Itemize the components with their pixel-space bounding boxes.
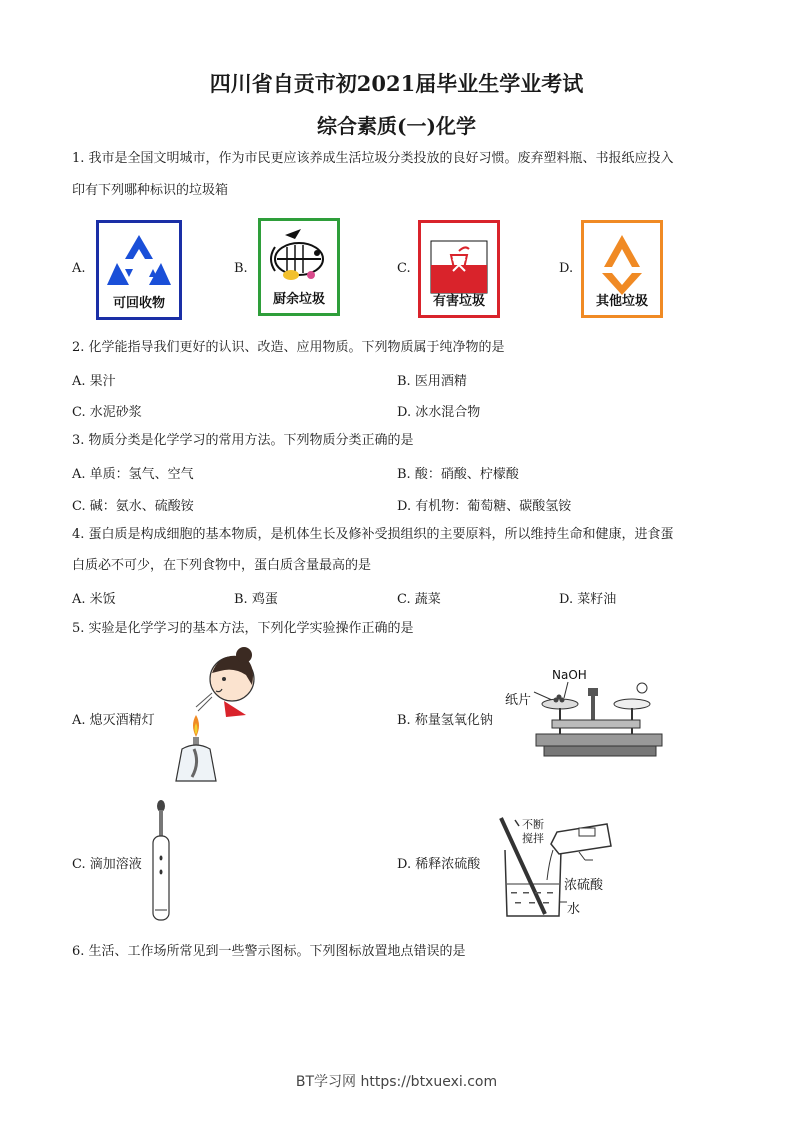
q4-option-a: A. 米饭 — [72, 592, 116, 607]
stir-label-2: 搅拌 — [522, 832, 544, 845]
hazard-icon — [421, 225, 497, 295]
question-2: 2. 化学能指导我们更好的认识、改造、应用物质。下列物质属于纯净物的是 — [72, 340, 505, 355]
other-waste-bin-sign — [581, 220, 663, 318]
q1-option-c-label: C. — [397, 261, 411, 276]
other-waste-icon — [584, 229, 660, 295]
hazardous-bin-label: 有害垃圾 — [432, 294, 485, 309]
question-5: 5. 实验是化学学习的基本方法，下列化学实验操作正确的是 — [72, 621, 414, 636]
question-6: 6. 生活、工作场所常见到一些警示图标。下列图标放置地点错误的是 — [72, 944, 466, 959]
recycle-icon — [99, 229, 179, 295]
recyclable-bin-label: 可回收物 — [112, 296, 165, 311]
q2-option-a: A. 果汁 — [72, 374, 116, 389]
q4-option-b: B. 鸡蛋 — [234, 592, 278, 607]
q2-option-c: C. 水泥砂浆 — [72, 405, 142, 420]
balance-illustration — [530, 678, 670, 762]
paper-label: 纸片 — [505, 693, 532, 708]
question-1-line-1: 1. 我市是全国文明城市，作为市民更应该养成生活垃圾分类投放的良好习惯。废弃塑料瓶、书报纸应投入 — [72, 151, 674, 166]
q2-option-b: B. 医用酒精 — [397, 374, 467, 389]
dilute-acid-illustration — [497, 810, 617, 920]
hazardous-bin-sign — [418, 220, 500, 318]
recyclable-bin-sign — [96, 220, 182, 320]
q2-option-d: D. 冰水混合物 — [397, 405, 481, 420]
kitchen-waste-bin-sign — [258, 218, 340, 316]
naoh-label: NaOH — [552, 668, 587, 682]
q3-option-c: C. 碱：氨水、硫酸铵 — [72, 499, 194, 514]
q4-option-c: C. 蔬菜 — [397, 592, 441, 607]
q5-option-d: D. 稀释浓硫酸 — [397, 857, 481, 872]
blow-out-lamp-illustration — [160, 645, 260, 785]
q3-option-d: D. 有机物：葡萄糖、碳酸氢铵 — [397, 499, 572, 514]
q1-option-a-label: A. — [72, 261, 86, 276]
question-1-line-2: 印有下列哪种标识的垃圾箱 — [72, 183, 229, 198]
fish-bone-icon — [261, 225, 337, 291]
q1-option-d-label: D. — [559, 261, 574, 276]
q3-option-a: A. 单质：氢气、空气 — [72, 467, 194, 482]
question-4-line-2: 白质必不可少，在下列食物中，蛋白质含量最高的是 — [72, 558, 372, 573]
acid-label: 浓硫酸 — [564, 878, 604, 893]
q3-option-b: B. 酸：硝酸、柠檬酸 — [397, 467, 519, 482]
water-label: 水 — [567, 902, 581, 917]
stir-label-1: 不断 — [522, 818, 544, 831]
footer-watermark[interactable]: BT学习网 https://btxuexi.com — [295, 1074, 498, 1090]
q5-option-b: B. 称量氢氧化钠 — [397, 713, 493, 728]
dropper-test-tube-illustration — [148, 798, 174, 922]
q1-option-b-label: B. — [234, 261, 248, 276]
page-subtitle: 综合素质(一)化学 — [317, 114, 476, 138]
question-4-line-1: 4. 蛋白质是构成细胞的基本物质，是机体生长及修补受损组织的主要原料，所以维持生命和健康，进食蛋 — [72, 527, 674, 542]
q5-option-a: A. 熄灭酒精灯 — [72, 713, 155, 728]
kitchen-waste-bin-label: 厨余垃圾 — [272, 292, 325, 307]
other-waste-bin-label: 其他垃圾 — [595, 294, 648, 309]
q4-option-d: D. 菜籽油 — [559, 592, 617, 607]
page-title: 四川省自贡市初2021届毕业生学业考试 — [209, 71, 584, 96]
question-3: 3. 物质分类是化学学习的常用方法。下列物质分类正确的是 — [72, 433, 414, 448]
q5-option-c: C. 滴加溶液 — [72, 857, 142, 872]
